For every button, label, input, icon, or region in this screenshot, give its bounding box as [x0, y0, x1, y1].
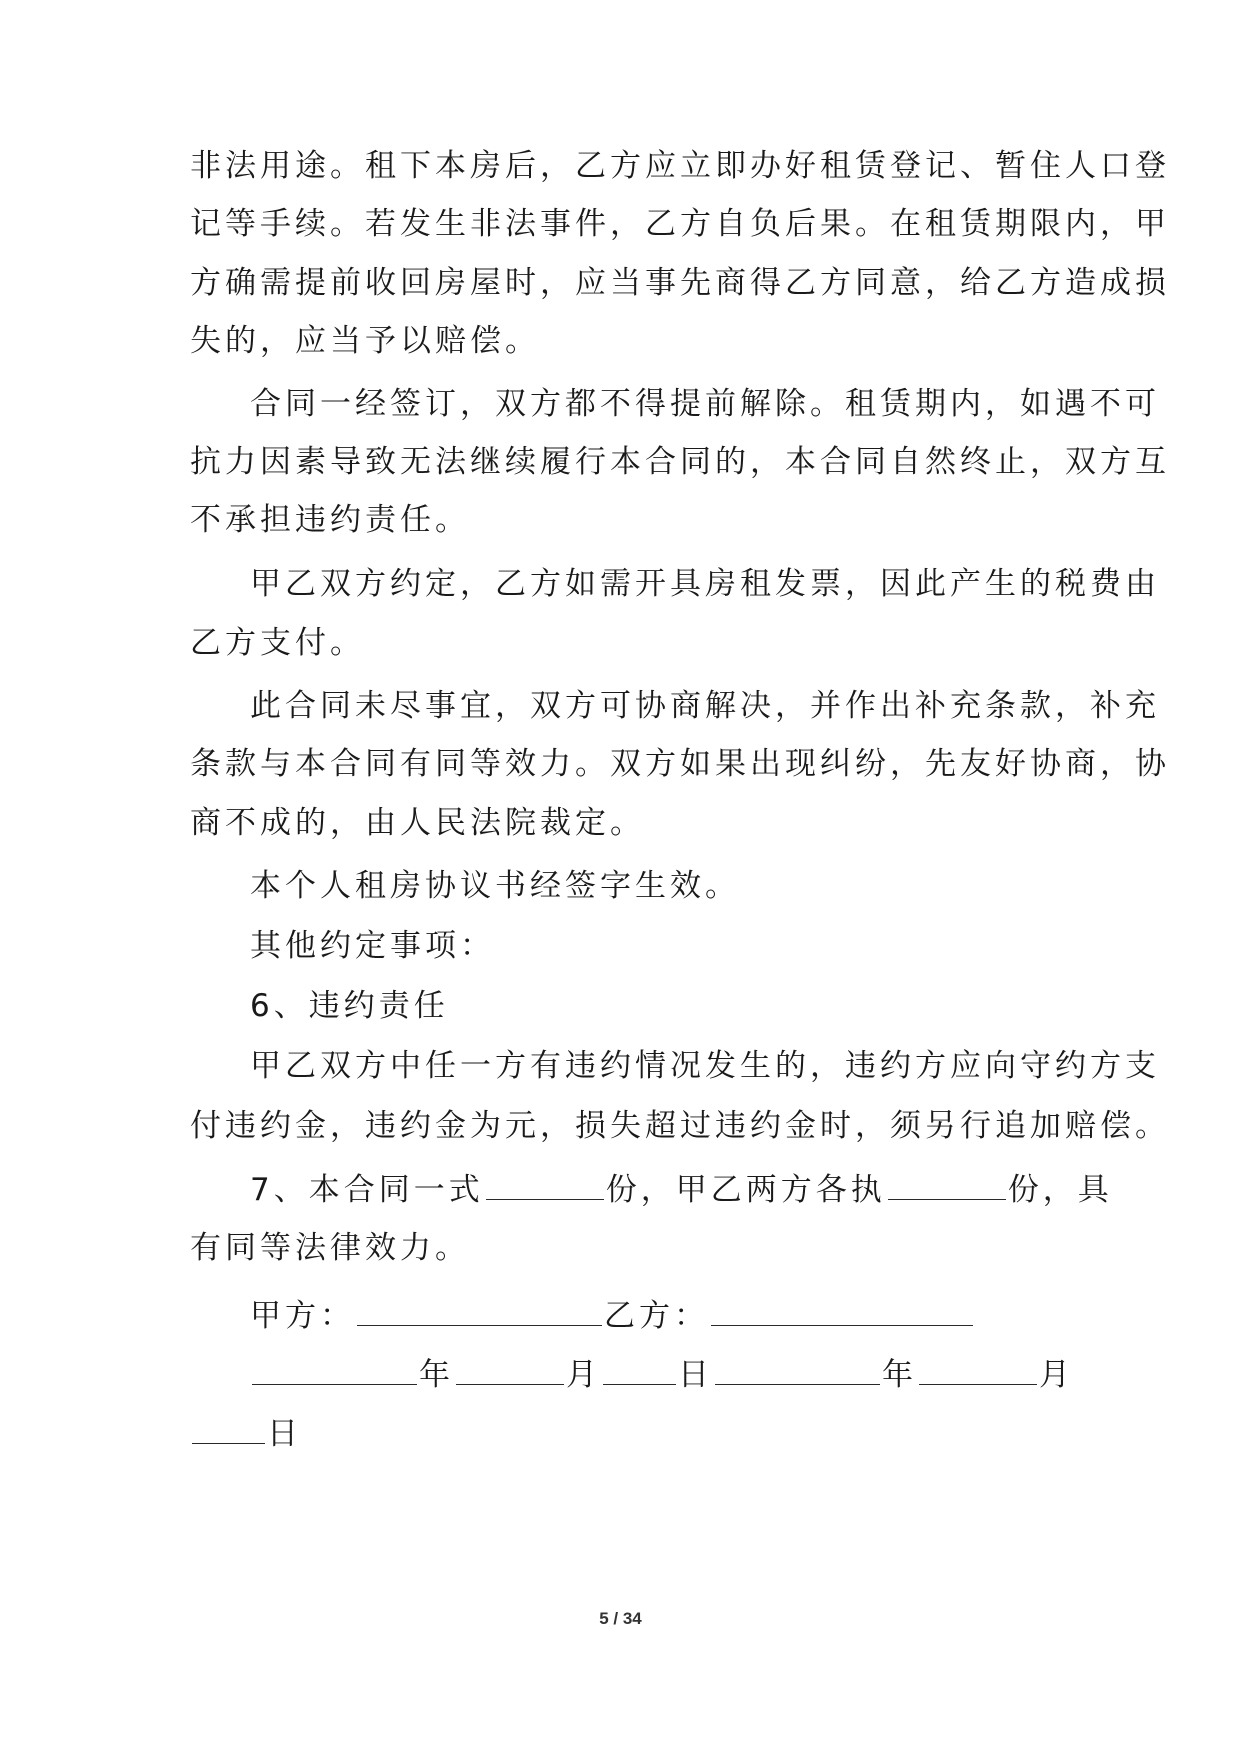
text-line: 商不成的，由人民法院裁定。 — [190, 805, 645, 841]
month-label: 月 — [1039, 1357, 1074, 1393]
day-label: 日 — [678, 1357, 713, 1393]
party-a-day-blank[interactable] — [603, 1354, 676, 1385]
date-line-continued — [190, 1413, 302, 1454]
text-line: 非法用途。租下本房后，乙方应立即办好租赁登记、暂住人口登 — [190, 148, 1170, 184]
text-line: 乙方支付。 — [190, 625, 365, 661]
year-label: 年 — [882, 1357, 917, 1393]
copies-total-blank[interactable] — [486, 1169, 604, 1200]
text-line: 本个人租房协议书经签字生效。 — [250, 868, 740, 904]
text-line: 记等手续。若发生非法事件，乙方自负后果。在租赁期限内，甲 — [190, 206, 1170, 242]
text-line: 抗力因素导致无法继续履行本合同的，本合同自然终止，双方互 — [190, 444, 1170, 480]
year-label: 年 — [419, 1357, 454, 1393]
copies-each-blank[interactable] — [888, 1169, 1006, 1200]
text-line: 甲乙双方约定，乙方如需开具房租发票，因此产生的税费由 — [250, 566, 1160, 602]
text-line: 合同一经签订，双方都不得提前解除。租赁期内，如遇不可 — [250, 386, 1160, 422]
party-a-label: 甲方： — [250, 1298, 355, 1334]
text-segment: 份，具 — [1007, 1172, 1113, 1208]
text-segment: 份，甲乙两方各执 — [605, 1172, 886, 1208]
text-line: 付违约金，违约金为元，损失超过违约金时，须另行追加赔偿。 — [190, 1108, 1170, 1144]
text-line: 方确需提前收回房屋时，应当事先商得乙方同意，给乙方造成损 — [190, 265, 1170, 301]
party-b-day-blank[interactable] — [192, 1413, 265, 1444]
text-line: 失的，应当予以赔偿。 — [190, 323, 540, 359]
party-b-signature-blank[interactable] — [711, 1295, 973, 1326]
text-line: 有同等法律效力。 — [190, 1230, 470, 1266]
text-segment: 7、本合同一式 — [250, 1172, 484, 1208]
text-line: 其他约定事项： — [250, 928, 495, 964]
party-a-year-blank[interactable] — [252, 1354, 417, 1385]
text-line: 甲乙双方中任一方有违约情况发生的，违约方应向守约方支 — [250, 1048, 1160, 1084]
signature-line — [250, 1295, 975, 1336]
section-heading: 6、违约责任 — [250, 988, 449, 1024]
day-label: 日 — [267, 1416, 302, 1452]
copies-clause-line — [250, 1169, 1113, 1210]
text-line: 此合同未尽事宜，双方可协商解决，并作出补充条款，补充 — [250, 688, 1160, 724]
text-line: 不承担违约责任。 — [190, 502, 470, 538]
text-line: 条款与本合同有同等效力。双方如果出现纠纷，先友好协商，协 — [190, 746, 1170, 782]
party-b-month-blank[interactable] — [919, 1354, 1037, 1385]
date-line — [250, 1354, 1074, 1395]
party-b-label: 乙方： — [604, 1298, 709, 1334]
party-b-year-blank[interactable] — [715, 1354, 880, 1385]
month-label: 月 — [566, 1357, 601, 1393]
page-number: 5 / 34 — [599, 1609, 642, 1628]
party-a-signature-blank[interactable] — [357, 1295, 602, 1326]
party-a-month-blank[interactable] — [456, 1354, 564, 1385]
